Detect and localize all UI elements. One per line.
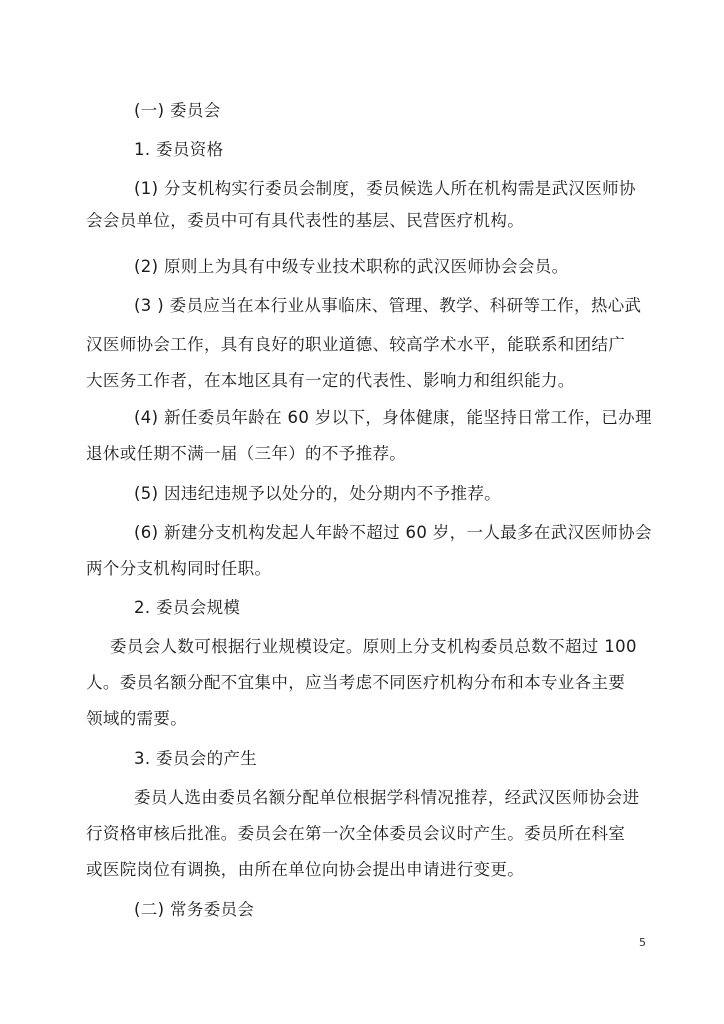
paragraph-line: 退休或任期不满一届（三年）的不予推荐。 [86,444,407,463]
paragraph-line: 或医院岗位有调换，由所在单位向协会提出申请进行变更。 [86,860,525,879]
paragraph-line: 行资格审核后批准。委员会在第一次全体委员会议时产生。委员所在科室 [86,824,626,843]
paragraph-line: 两个分支机构同时任职。 [86,559,272,578]
paragraph-line: (2) 原则上为具有中级专业技术职称的武汉医师协会会员。 [134,257,569,276]
paragraph-line: 委员人选由委员名额分配单位根据学科情况推荐，经武汉医师协会进 [134,788,640,807]
section-heading-standing-committee: (二) 常务委员会 [134,900,255,919]
paragraph-line: (3 ) 委员应当在本行业从事临床、管理、教学、科研等工作，热心武 [134,296,642,315]
page-number: 5 [639,936,646,949]
subsection-heading-qualification: 1. 委员资格 [134,140,224,159]
section-heading-committee: (一) 委员会 [134,101,221,120]
paragraph-line: (6) 新建分支机构发起人年龄不超过 60 岁，一人最多在武汉医师协会 [134,523,652,542]
subsection-heading-formation: 3. 委员会的产生 [134,749,258,768]
paragraph-line: 委员会人数可根据行业规模设定。原则上分支机构委员总数不超过 100 [110,637,637,656]
paragraph-line: 人。委员名额分配不宜集中，应当考虑不同医疗机构分布和本专业各主要 [86,673,626,692]
paragraph-line: (1) 分支机构实行委员会制度，委员候选人所在机构需是武汉医师协 [134,179,636,198]
paragraph-line: 会会员单位，委员中可有具代表性的基层、民营医疗机构。 [86,211,525,230]
subsection-heading-scale: 2. 委员会规模 [134,598,241,617]
paragraph-line: (4) 新任委员年龄在 60 岁以下，身体健康，能坚持日常工作，已办理 [134,408,652,427]
paragraph-line: 领域的需要。 [86,709,188,728]
paragraph-line: (5) 因违纪违规予以处分的，处分期内不予推荐。 [134,484,502,503]
paragraph-line: 汉医师协会工作，具有良好的职业道德、较高学术水平，能联系和团结广 [86,335,626,354]
paragraph-line: 大医务工作者，在本地区具有一定的代表性、影响力和组织能力。 [86,371,575,390]
